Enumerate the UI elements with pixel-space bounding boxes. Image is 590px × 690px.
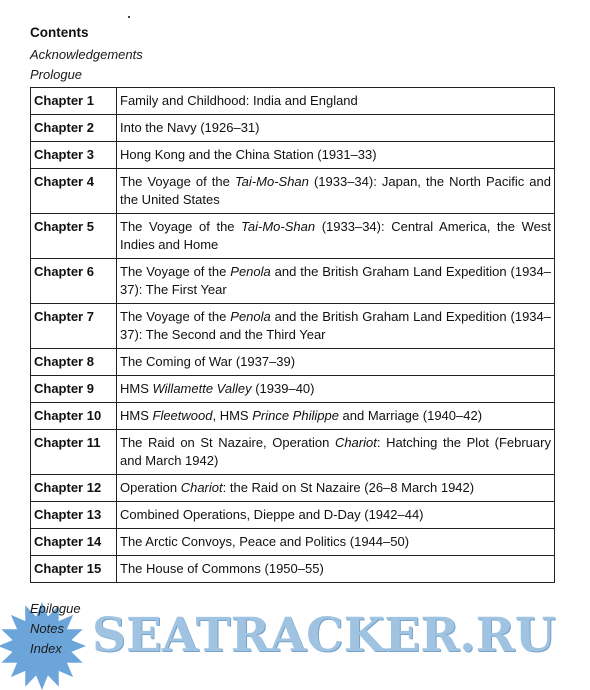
chapter-title bbox=[117, 142, 555, 169]
chapter-title-italic-part: Chariot bbox=[180, 480, 223, 495]
chapter-title-part: (1933–34): Japan, the North Pacific and the United States bbox=[120, 174, 551, 207]
chapter-row[interactable] bbox=[31, 304, 555, 349]
chapter-title-part: The Voyage of the bbox=[120, 219, 242, 234]
chapter-title bbox=[117, 115, 555, 142]
chapter-row[interactable] bbox=[31, 430, 555, 475]
chapter-title-part: , HMS bbox=[212, 408, 253, 423]
front-matter-acknowledgements[interactable]: Acknowledgements bbox=[30, 47, 143, 62]
chapter-label: Chapter 2 bbox=[31, 115, 117, 142]
chapter-title bbox=[117, 169, 555, 214]
chapter-title-part: : the Raid on St Nazaire (26–8 March 1942) bbox=[222, 480, 475, 495]
chapter-row[interactable] bbox=[31, 214, 555, 259]
chapter-title-italic-part: Tai-Mo-Shan bbox=[241, 219, 316, 234]
chapter-title-italic-part: Penola bbox=[230, 264, 271, 279]
chapter-label: Chapter 3 bbox=[31, 142, 117, 169]
chapter-label: Chapter 14 bbox=[31, 529, 117, 556]
watermark bbox=[0, 598, 590, 688]
chapter-title-italic-part: Fleetwood bbox=[152, 408, 213, 423]
back-matter-epilogue[interactable]: Epilogue bbox=[30, 601, 81, 616]
chapter-title-part: The Coming of War (1937–39) bbox=[120, 354, 296, 369]
chapter-title bbox=[117, 502, 555, 529]
chapter-label: Chapter 6 bbox=[31, 259, 117, 304]
chapter-title-part: Operation bbox=[120, 480, 181, 495]
chapter-label: Chapter 1 bbox=[31, 88, 117, 115]
stray-mark bbox=[128, 16, 130, 18]
chapter-title-italic-part: Penola bbox=[230, 309, 271, 324]
chapter-title bbox=[117, 214, 555, 259]
chapter-title-part: and the British Graham Land Expedition (1934–37): The Second and the Third Year bbox=[120, 309, 551, 342]
chapter-label: Chapter 7 bbox=[31, 304, 117, 349]
chapter-row[interactable] bbox=[31, 556, 555, 583]
chapter-title bbox=[117, 403, 555, 430]
chapter-label: Chapter 15 bbox=[31, 556, 117, 583]
chapter-title-part: (1933–34): Central America, the West Indies and Home bbox=[120, 219, 551, 252]
chapter-title-part: Hong Kong and the China Station (1931–33) bbox=[120, 147, 377, 162]
chapter-title-part: HMS bbox=[120, 381, 153, 396]
chapter-title-italic-part: Willamette Valley bbox=[152, 381, 252, 396]
contents-heading: Contents bbox=[30, 25, 89, 40]
chapter-title-italic-part: Chariot bbox=[334, 435, 377, 450]
chapter-title-part: The Voyage of the bbox=[120, 264, 231, 279]
chapter-row[interactable] bbox=[31, 403, 555, 430]
chapters-table bbox=[30, 87, 555, 583]
chapter-title-part: : Hatching the Plot (February and March 1942) bbox=[120, 435, 551, 468]
chapter-row[interactable] bbox=[31, 88, 555, 115]
chapter-row[interactable] bbox=[31, 115, 555, 142]
chapter-row[interactable] bbox=[31, 349, 555, 376]
chapter-title bbox=[117, 556, 555, 583]
chapter-row[interactable] bbox=[31, 169, 555, 214]
chapter-row[interactable] bbox=[31, 376, 555, 403]
chapter-label: Chapter 8 bbox=[31, 349, 117, 376]
chapter-row[interactable] bbox=[31, 502, 555, 529]
chapter-row[interactable] bbox=[31, 529, 555, 556]
chapter-title bbox=[117, 376, 555, 403]
chapter-title-part: The Arctic Convoys, Peace and Politics (1944–50) bbox=[120, 534, 410, 549]
chapter-title bbox=[117, 259, 555, 304]
chapter-title-part: The Raid on St Nazaire, Operation bbox=[120, 435, 335, 450]
chapter-title bbox=[117, 88, 555, 115]
chapter-title bbox=[117, 430, 555, 475]
chapter-title-part: and Marriage (1940–42) bbox=[338, 408, 483, 423]
chapter-title-part: Into the Navy (1926–31) bbox=[120, 120, 260, 135]
chapter-title-part: The Voyage of the bbox=[120, 174, 235, 189]
chapter-title-italic-part: Tai-Mo-Shan bbox=[234, 174, 309, 189]
chapter-label: Chapter 12 bbox=[31, 475, 117, 502]
back-matter-index[interactable]: Index bbox=[30, 641, 62, 656]
chapter-row[interactable] bbox=[31, 475, 555, 502]
chapter-title-part: The House of Commons (1950–55) bbox=[120, 561, 324, 576]
chapter-label: Chapter 9 bbox=[31, 376, 117, 403]
chapter-title bbox=[117, 529, 555, 556]
chapter-label: Chapter 11 bbox=[31, 430, 117, 475]
chapter-title bbox=[117, 475, 555, 502]
front-matter-prologue[interactable]: Prologue bbox=[30, 67, 83, 82]
back-matter-notes[interactable]: Notes bbox=[30, 621, 64, 636]
chapter-title-part: The Voyage of the bbox=[120, 309, 231, 324]
chapter-title-italic-part: Prince Philippe bbox=[252, 408, 339, 423]
chapter-title-part: HMS bbox=[120, 408, 153, 423]
watermark-text: SEATRACKER.RU bbox=[92, 608, 556, 663]
chapter-row[interactable] bbox=[31, 142, 555, 169]
chapter-title bbox=[117, 349, 555, 376]
chapter-label: Chapter 10 bbox=[31, 403, 117, 430]
chapter-row[interactable] bbox=[31, 259, 555, 304]
chapter-title-part: Combined Operations, Dieppe and D-Day (1942–44) bbox=[120, 507, 424, 522]
chapter-label: Chapter 4 bbox=[31, 169, 117, 214]
chapter-label: Chapter 5 bbox=[31, 214, 117, 259]
chapter-title bbox=[117, 304, 555, 349]
chapter-title-part: Family and Childhood: India and England bbox=[120, 93, 358, 108]
chapter-label: Chapter 13 bbox=[31, 502, 117, 529]
chapter-title-part: (1939–40) bbox=[251, 381, 315, 396]
chapter-title-part: and the British Graham Land Expedition (1934–37): The First Year bbox=[120, 264, 551, 297]
